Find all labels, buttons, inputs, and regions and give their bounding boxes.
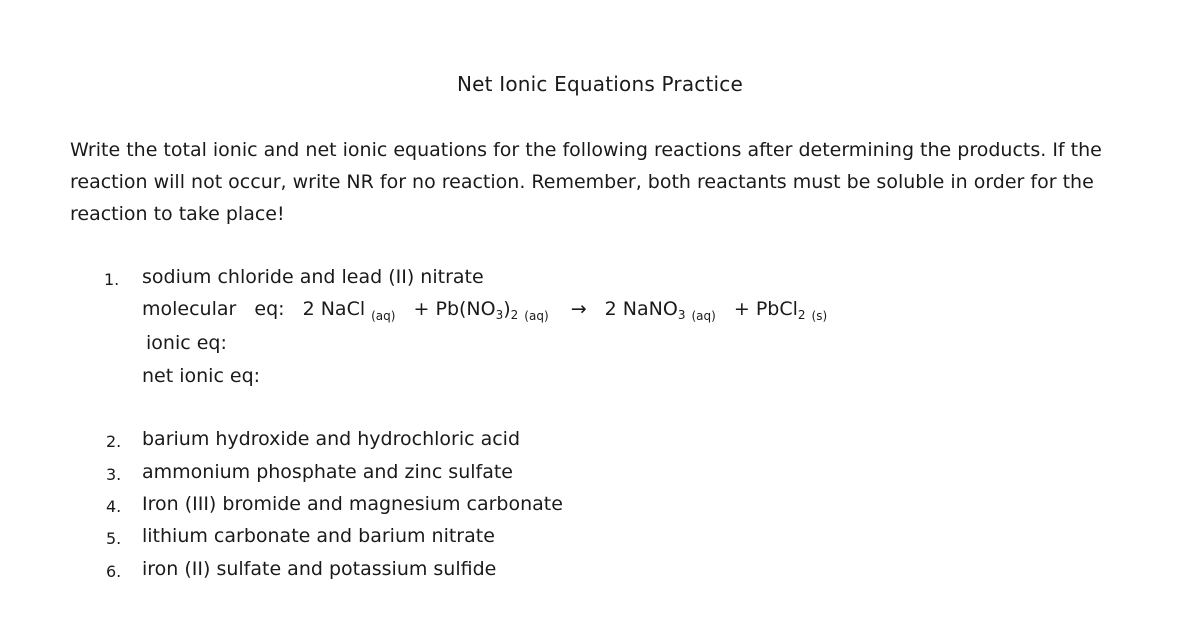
problem-1-number: 1. (104, 270, 120, 289)
eq-label: eq: (254, 298, 285, 320)
molecular-label: molecular (142, 298, 237, 320)
plus-sign: + (733, 298, 750, 320)
state-label: (s) (811, 309, 828, 323)
problem-number: 5. (106, 529, 122, 548)
reactant-nacl: NaCl (320, 298, 366, 320)
state-label: (aq) (524, 309, 549, 323)
problem-number: 3. (106, 465, 122, 484)
ionic-eq-label: ionic eq: (146, 332, 227, 354)
problem-number: 6. (106, 562, 122, 581)
problem-1-text: sodium chloride and lead (II) nitrate (142, 266, 484, 288)
problem-text: barium hydroxide and hydrochloric acid (142, 428, 521, 450)
product-lead-chloride: PbCl$_2$ (755, 298, 806, 322)
coefficient: 2 (604, 298, 617, 320)
problem-number: 4. (106, 497, 122, 516)
instructions-paragraph: Write the total ionic and net ionic equations for the following reactions after determining the products. If the reaction will not occur, write NR for no reaction. Remember, both reactants must be soluble in order for the reaction to take place! (70, 139, 1102, 225)
state-label: (aq) (691, 309, 716, 323)
problem-number: 2. (106, 432, 122, 451)
coefficient: 2 (302, 298, 315, 320)
reaction-arrow: → (570, 298, 587, 320)
net-ionic-eq-label: net ionic eq: (142, 365, 261, 387)
product-sodium-nitrate: NaNO$_3$ (622, 298, 686, 322)
problem-text: ammonium phosphate and zinc sulfate (142, 461, 514, 483)
molecular-equation (142, 298, 827, 323)
plus-sign: + (413, 298, 430, 320)
problem-text: iron (II) sulfate and potassium sulfide (142, 558, 497, 580)
problem-text: lithium carbonate and barium nitrate (142, 525, 495, 547)
reactant-lead-nitrate: $Pb(NO_3)_2$ (435, 298, 519, 322)
state-label: (aq) (371, 309, 396, 323)
problem-text: Iron (III) bromide and magnesium carbonate (142, 493, 563, 515)
page-title: Net Ionic Equations Practice (456, 72, 744, 96)
